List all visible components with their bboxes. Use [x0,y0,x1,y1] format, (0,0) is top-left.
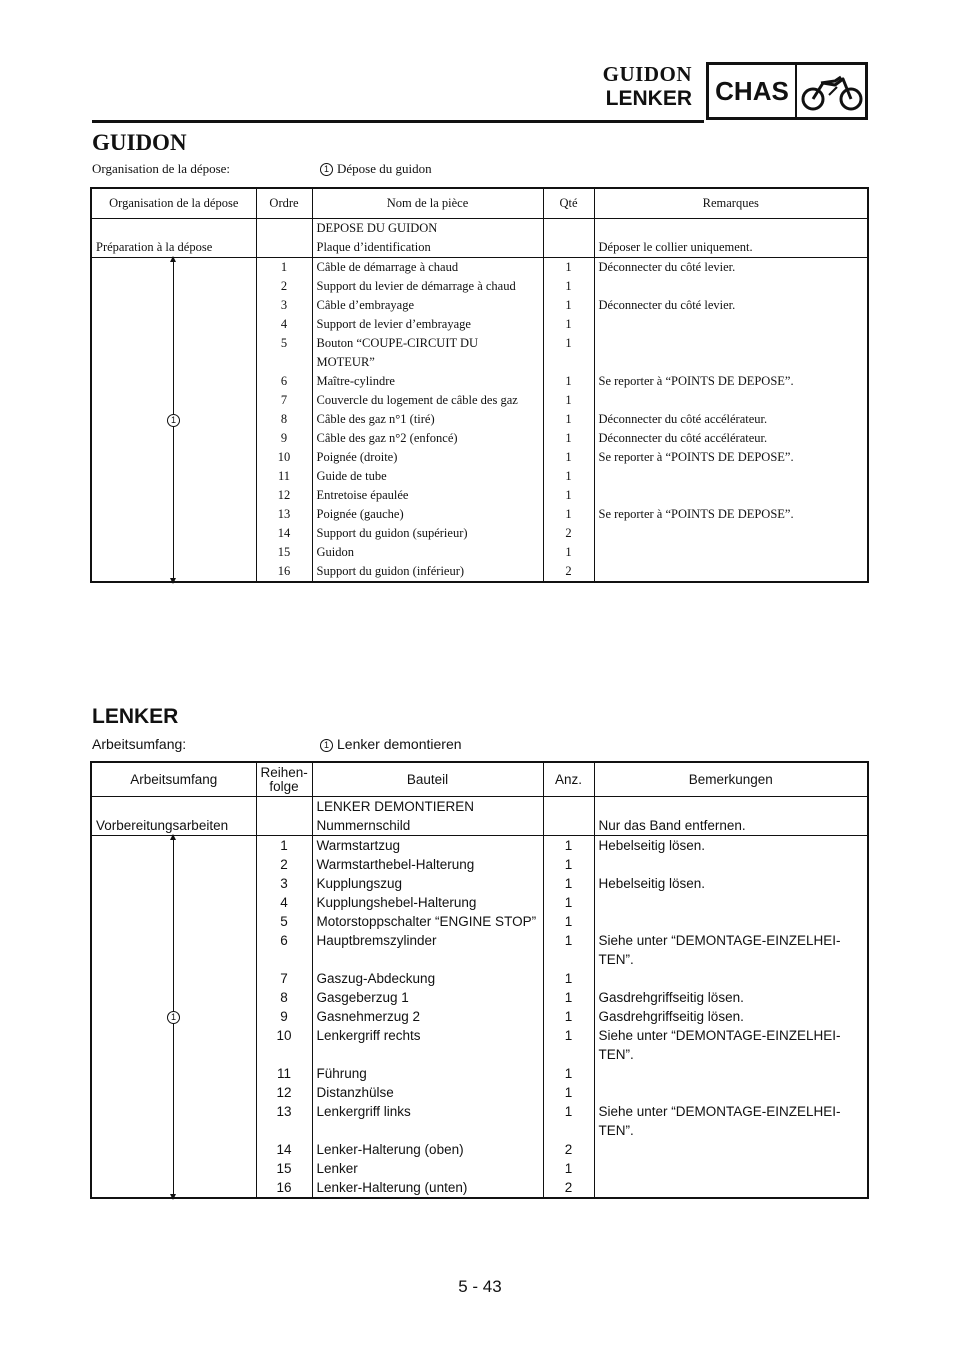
circled-number-icon: 1 [320,739,333,752]
table-row [91,486,868,505]
quantity-cell: 1 [543,372,594,391]
part-name-cell: Poignée (gauche) [312,505,543,524]
table-row [91,836,868,856]
remark-cell: Siehe unter “DEMONTAGE-EINZELHEI-TEN”. [594,1102,868,1140]
quantity-cell: 1 [543,988,594,1007]
table-row [91,448,868,467]
order-cell: 16 [256,562,312,582]
quantity-cell: 1 [543,467,594,486]
remark-cell [594,277,868,296]
quantity-cell: 1 [543,836,594,856]
order-cell: 15 [256,543,312,562]
scope-line-de [92,736,462,752]
quantity-cell: 2 [543,1140,594,1159]
table-row [91,1064,868,1083]
scope-value-de: Lenker demontieren [337,736,462,752]
quantity-cell: 1 [543,912,594,931]
part-name-cell: Gasnehmerzug 2 [312,1007,543,1026]
order-cell: 5 [256,334,312,372]
remark-cell: Se reporter à “POINTS DE DEPOSE”. [594,372,868,391]
table-row [91,1178,868,1198]
remark-cell: Déconnecter du côté accélérateur. [594,429,868,448]
remark-cell: Hebelseitig lösen. [594,874,868,893]
quantity-cell: 1 [543,1026,594,1064]
table-row [91,988,868,1007]
table-row [91,315,868,334]
part-name-cell: Warmstartzug [312,836,543,856]
table-row [91,1026,868,1064]
order-cell: 12 [256,486,312,505]
parts-table-fr [90,187,869,583]
part-name-cell: Gasgeberzug 1 [312,988,543,1007]
table-row [91,855,868,874]
quantity-cell: 1 [543,429,594,448]
col-header: Ordre [256,188,312,219]
remark-cell [594,912,868,931]
col-header: Organisation de la dépose [91,188,256,219]
header-title-fr: GUIDON [602,62,692,86]
table-row [91,816,868,836]
table-row [91,296,868,315]
remark-cell [594,1140,868,1159]
quantity-cell: 1 [543,258,594,278]
header-rule [92,120,704,123]
quantity-cell: 1 [543,391,594,410]
part-name-cell: Entretoise épaulée [312,486,543,505]
remark-cell [594,467,868,486]
order-cell: 4 [256,315,312,334]
order-cell: 5 [256,912,312,931]
part-name-cell: Führung [312,1064,543,1083]
table-row [91,912,868,931]
remark-cell: Gasdrehgriffseitig lösen. [594,1007,868,1026]
table-row [91,562,868,582]
table-row [91,410,868,429]
scope-value-fr: Dépose du guidon [337,161,432,176]
circled-number-icon: 1 [320,163,333,176]
order-cell: 11 [256,467,312,486]
part-name-cell: Lenker [312,1159,543,1178]
table-row [91,874,868,893]
part-name-cell: Hauptbremszylinder [312,931,543,969]
quantity-cell: 1 [543,1102,594,1140]
part-name-cell: Kupplungszug [312,874,543,893]
order-cell: 14 [256,524,312,543]
table-header-de [91,762,868,797]
order-cell: 3 [256,296,312,315]
part-name-cell: Couvercle du logement de câble des gaz [312,391,543,410]
col-header: Bauteil [312,762,543,797]
part-name-cell: Support du levier de démarrage à chaud [312,277,543,296]
col-header: Qté [543,188,594,219]
order-cell: 15 [256,1159,312,1178]
table-row [91,238,868,258]
remark-cell: Se reporter à “POINTS DE DEPOSE”. [594,505,868,524]
remark-cell: Déconnecter du côté levier. [594,296,868,315]
table-row [91,372,868,391]
quantity-cell: 1 [543,1083,594,1102]
part-name-cell: Gaszug-Abdeckung [312,969,543,988]
prep-remark-de: Nur das Band entfernen. [594,816,868,836]
part-name-cell: Lenker-Halterung (unten) [312,1178,543,1198]
order-cell: 3 [256,874,312,893]
quantity-cell: 1 [543,486,594,505]
part-name-cell: Support du guidon (supérieur) [312,524,543,543]
table-row [91,1159,868,1178]
table-header-fr [91,188,868,219]
section-title-de: LENKER [92,705,179,728]
order-cell: 16 [256,1178,312,1198]
col-header: Remarques [594,188,868,219]
part-name-cell: Warmstarthebel-Halterung [312,855,543,874]
part-name-cell: Câble des gaz n°1 (tiré) [312,410,543,429]
quantity-cell: 1 [543,505,594,524]
table-row [91,524,868,543]
table-row [91,893,868,912]
remark-cell [594,334,868,372]
order-cell: 10 [256,1026,312,1064]
remark-cell [594,524,868,543]
order-cell: 13 [256,1102,312,1140]
table-row [91,219,868,239]
remark-cell: Déconnecter du côté accélérateur. [594,410,868,429]
order-cell: 7 [256,391,312,410]
remark-cell [594,391,868,410]
motorcycle-icon [799,69,865,115]
order-cell: 4 [256,893,312,912]
quantity-cell: 1 [543,315,594,334]
order-cell: 10 [256,448,312,467]
col-header: Reihen- folge [256,762,312,797]
order-cell: 8 [256,988,312,1007]
prep-part-fr: Plaque d’identification [312,238,543,258]
remark-cell [594,1159,868,1178]
group-marker: 1 [167,414,180,427]
remark-cell [594,1064,868,1083]
quantity-cell: 1 [543,1064,594,1083]
quantity-cell: 1 [543,1159,594,1178]
quantity-cell: 1 [543,969,594,988]
heading-row-fr: DEPOSE DU GUIDON [312,219,543,239]
prep-label-fr: Préparation à la dépose [91,238,256,258]
order-cell: 2 [256,855,312,874]
table-row [91,429,868,448]
col-header: Bemerkungen [594,762,868,797]
quantity-cell: 2 [543,524,594,543]
remark-cell: Gasdrehgriffseitig lösen. [594,988,868,1007]
order-cell: 13 [256,505,312,524]
part-name-cell: Lenkergriff rechts [312,1026,543,1064]
part-name-cell: Motorstoppschalter “ENGINE STOP” [312,912,543,931]
table-row [91,931,868,969]
remark-cell [594,486,868,505]
order-cell: 9 [256,1007,312,1026]
part-name-cell: Bouton “COUPE-CIRCUIT DU MOTEUR” [312,334,543,372]
part-name-cell: Câble d’embrayage [312,296,543,315]
table-row [91,334,868,372]
order-cell: 14 [256,1140,312,1159]
part-name-cell: Support de levier d’embrayage [312,315,543,334]
section-badge [706,62,868,120]
quantity-cell: 1 [543,931,594,969]
quantity-cell: 1 [543,893,594,912]
remark-cell: Déconnecter du côté levier. [594,258,868,278]
quantity-cell: 1 [543,448,594,467]
part-name-cell: Câble des gaz n°2 (enfoncé) [312,429,543,448]
remark-cell: Se reporter à “POINTS DE DEPOSE”. [594,448,868,467]
order-cell: 6 [256,372,312,391]
remark-cell: Siehe unter “DEMONTAGE-EINZELHEI-TEN”. [594,931,868,969]
prep-label-de: Vorbereitungsarbeiten [91,816,256,836]
quantity-cell: 2 [543,562,594,582]
remark-cell [594,562,868,582]
quantity-cell: 1 [543,874,594,893]
quantity-cell: 1 [543,1007,594,1026]
quantity-cell: 1 [543,543,594,562]
table-row [91,391,868,410]
part-name-cell: Distanzhülse [312,1083,543,1102]
scope-label-fr: Organisation de la dépose: [92,161,231,176]
order-cell: 11 [256,1064,312,1083]
table-row [91,1102,868,1140]
remark-cell [594,315,868,334]
table-row [91,1007,868,1026]
order-cell: 6 [256,931,312,969]
part-name-cell: Kupplungshebel-Halterung [312,893,543,912]
part-name-cell: Maître-cylindre [312,372,543,391]
table-row [91,467,868,486]
table-row [91,277,868,296]
col-header: Nom de la pièce [312,188,543,219]
remark-cell [594,1178,868,1198]
prep-remark-fr: Déposer le collier uniquement. [594,238,868,258]
table-row [91,1083,868,1102]
scope-label-de: Arbeitsumfang: [92,736,187,752]
quantity-cell: 1 [543,277,594,296]
order-cell: 7 [256,969,312,988]
order-cell: 12 [256,1083,312,1102]
prep-part-de: Nummernschild [312,816,543,836]
quantity-cell: 1 [543,855,594,874]
quantity-cell: 1 [543,410,594,429]
heading-row-de: LENKER DEMONTIEREN [312,797,543,817]
order-cell: 9 [256,429,312,448]
part-name-cell: Support du guidon (inférieur) [312,562,543,582]
part-name-cell: Câble de démarrage à chaud [312,258,543,278]
part-name-cell: Poignée (droite) [312,448,543,467]
quantity-cell: 1 [543,296,594,315]
order-cell: 2 [256,277,312,296]
table-row [91,505,868,524]
quantity-cell: 1 [543,334,594,372]
part-name-cell: Guide de tube [312,467,543,486]
table-row [91,797,868,817]
table-row [91,543,868,562]
remark-cell [594,855,868,874]
quantity-cell: 2 [543,1178,594,1198]
remark-cell: Hebelseitig lösen. [594,836,868,856]
order-cell: 1 [256,836,312,856]
remark-cell [594,543,868,562]
table-row [91,1140,868,1159]
part-name-cell: Lenker-Halterung (oben) [312,1140,543,1159]
col-header: Anz. [543,762,594,797]
group-marker: 1 [167,1011,180,1024]
remark-cell [594,969,868,988]
remark-cell [594,893,868,912]
parts-table-de [90,761,869,1199]
section-title-fr: GUIDON [92,130,187,155]
remark-cell: Siehe unter “DEMONTAGE-EINZELHEI-TEN”. [594,1026,868,1064]
part-name-cell: Guidon [312,543,543,562]
page-number: 5 - 43 [458,1277,502,1296]
part-name-cell: Lenkergriff links [312,1102,543,1140]
order-cell: 1 [256,258,312,278]
header-title-de: LENKER [605,87,692,110]
order-cell: 8 [256,410,312,429]
scope-line-fr [92,161,432,177]
table-row [91,258,868,278]
remark-cell [594,1083,868,1102]
section-badge-label: CHAS [709,65,797,117]
table-row [91,969,868,988]
col-header: Arbeitsumfang [91,762,256,797]
